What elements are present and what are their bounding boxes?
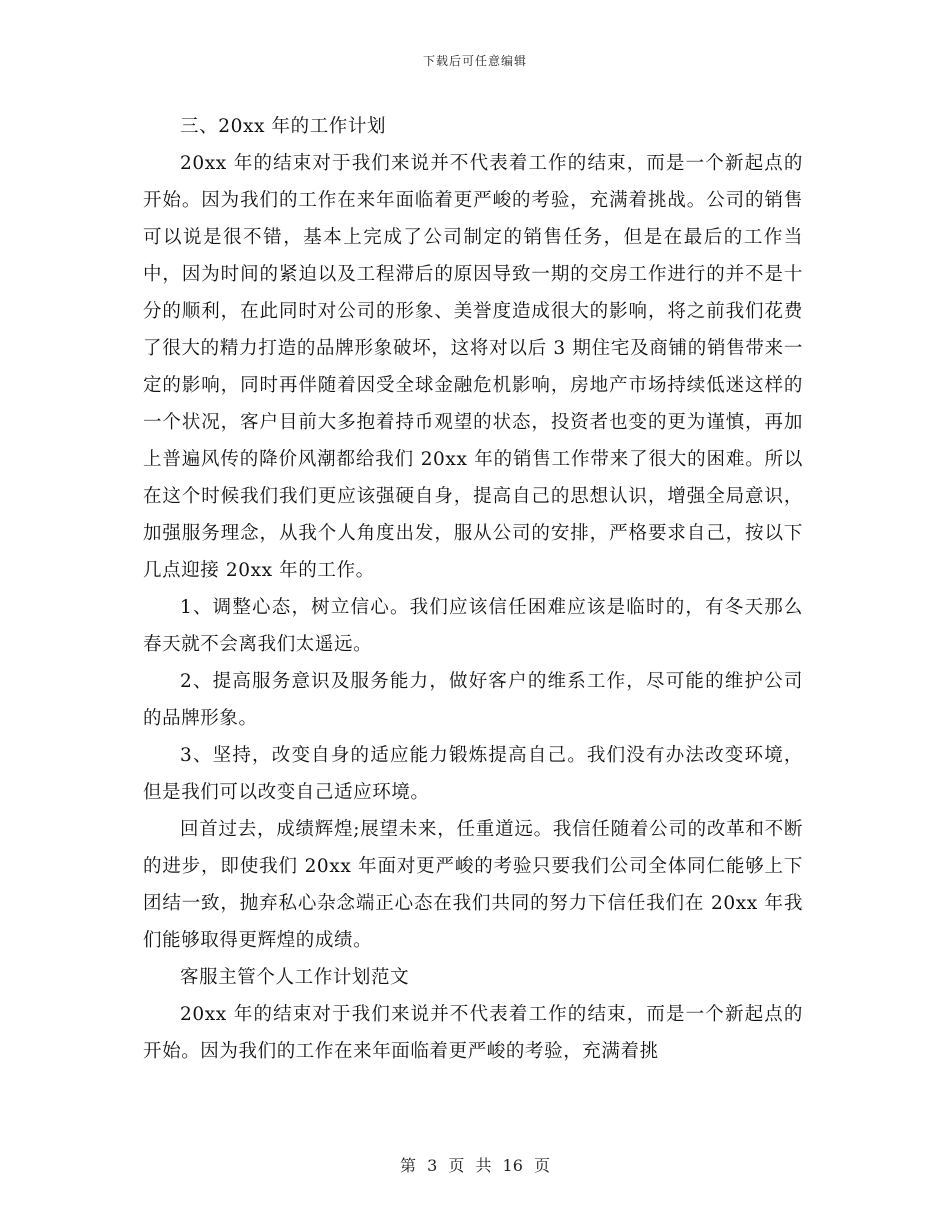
list-item-3: 3、坚持，改变自身的适应能力锻炼提高自己。我们没有办法改变环境，但是我们可以改变自己适应环境。 [143,745,803,803]
list-item-1: 1、调整心态，树立信心。我们应该信任困难应该是临时的，有冬天那么春天就不会离我们太遥远。 [143,597,803,655]
section-heading: 三、20xx 年的工作计划 [180,116,387,137]
body-paragraph: 20xx 年的结束对于我们来说并不代表着工作的结束，而是一个新起点的开始。因为我们的工作在来年面临着更严峻的考验，充满着挑战。公司的销售可以说是很不错，基本上完成了公司制定的销售任务，但是在最后的工作当中，因为时间的紧迫以及工程滞后的原因导致一期的交房工作进行的并不是十分的顺利，在此同时对公司的形象、美誉度造成很大的影响，将之前我们花费了很大的精力打造的品牌形象破坏，这将对以后 3 期住宅及商铺的销售带来一定的影响，同时再伴随着因受全球金融危机影响，房地产市场持续低迷这样的一个状况，客户目前大多抱着持币观望的状态，投资者也变的更为谨慎，再加上普遍风传的降价风潮都给我们 20xx 年的销售工作带来了很大的困难。所以在这个时候我们我们更应该强硬自身，提高自己的思想认识，增强全局意识，加强服务理念，从我个人角度出发，服从公司的安排，严格要求自己，按以下几点迎接 20xx 年的工作。 [143,153,803,581]
document-body [143,108,803,1070]
conclusion-paragraph: 回首过去，成绩辉煌;展望未来，任重道远。我信任随着公司的改革和不断的进步，即使我们 20xx 年面对更严峻的考验只要我们公司全体同仁能够上下团结一致，抛弃私心杂念端正心态在我们共同的努力下信任我们在 20xx 年我们能够取得更辉煌的成绩。 [143,819,803,951]
page-footer: 第 3 页 共 16 页 [400,1156,550,1175]
body-paragraph-continued: 20xx 年的结束对于我们来说并不代表着工作的结束，而是一个新起点的开始。因为我们的工作在来年面临着更严峻的考验，充满着挑 [143,1004,803,1062]
list-item-2: 2、提高服务意识及服务能力，做好客户的维系工作，尽可能的维护公司的品牌形象。 [143,671,803,729]
subsection-title: 客服主管个人工作计划范文 [180,967,410,988]
page-header: 下载后可任意编辑 [422,54,527,68]
